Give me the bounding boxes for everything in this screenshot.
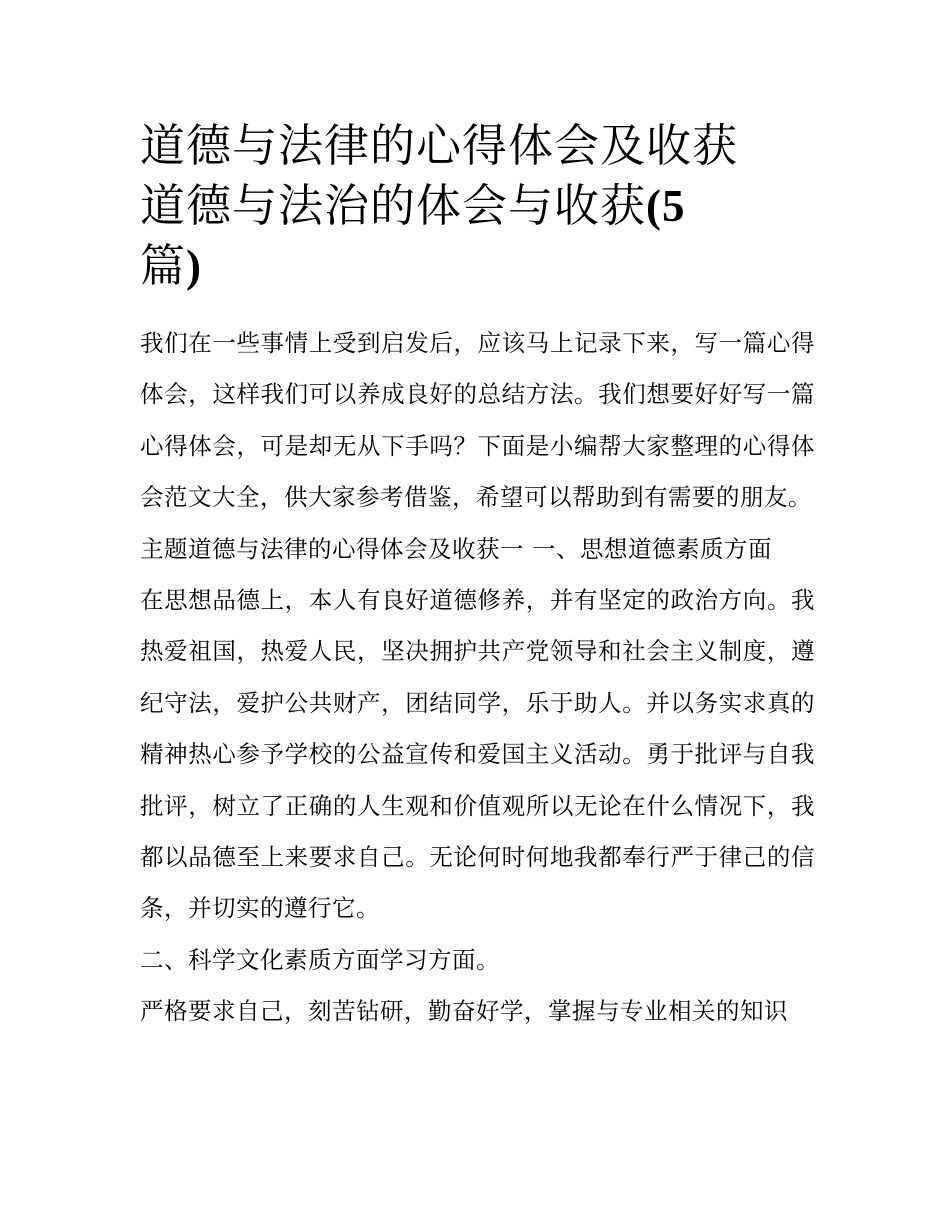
title-line-3 (140, 236, 815, 296)
paragraph-intro: 我们在一些事情上受到启发后，应该马上记录下来，写一篇心得体会，这样我们可以养成良好的总结方法。我们想要好好写一篇心得体会，可是却无从下手吗？下面是小编帮大家整理的心得体会范文大全，供大家参考借鉴，希望可以帮助到有需要的朋友。 (140, 329, 815, 512)
document-body (140, 318, 815, 1038)
document-content (140, 116, 815, 1038)
paragraph-section-heading-2: 二、科学文化素质方面学习方面。 (140, 945, 500, 974)
title-line-3-text: 篇 (140, 239, 187, 292)
paragraph-moral-quality: 在思想品德上，本人有良好道德修养，并有坚定的政治方向。我热爱祖国，热爱人民，坚决拥护共产党领导和社会主义制度，遵纪守法，爱护公共财产，团结同学，乐于助人。并以务实求真的精神热心参予学校的公益宣传和爱国主义活动。勇于批评与自我批评，树立了正确的人生观和价值观所以无论在什么情况下，我都以品德至上来要求自己。无论何时何地我都奉行严于律己的信条，并切实的遵行它。 (140, 586, 815, 923)
document-title (140, 116, 815, 296)
title-line-3-suffix: ) (186, 241, 203, 291)
title-line-2-suffix: (5 (646, 181, 686, 231)
paragraph-section-heading-1: 主题道德与法律的心得体会及收获一 一、思想道德素质方面 (140, 534, 772, 563)
paragraph-study: 严格要求自己，刻苦钻研，勤奋好学，掌握与专业相关的知识 (140, 997, 788, 1026)
title-line-2-text: 道德与法治的体会与收获 (140, 179, 647, 232)
title-line-1: 道德与法律的心得体会及收获 (140, 119, 739, 172)
title-line-2 (140, 176, 815, 236)
